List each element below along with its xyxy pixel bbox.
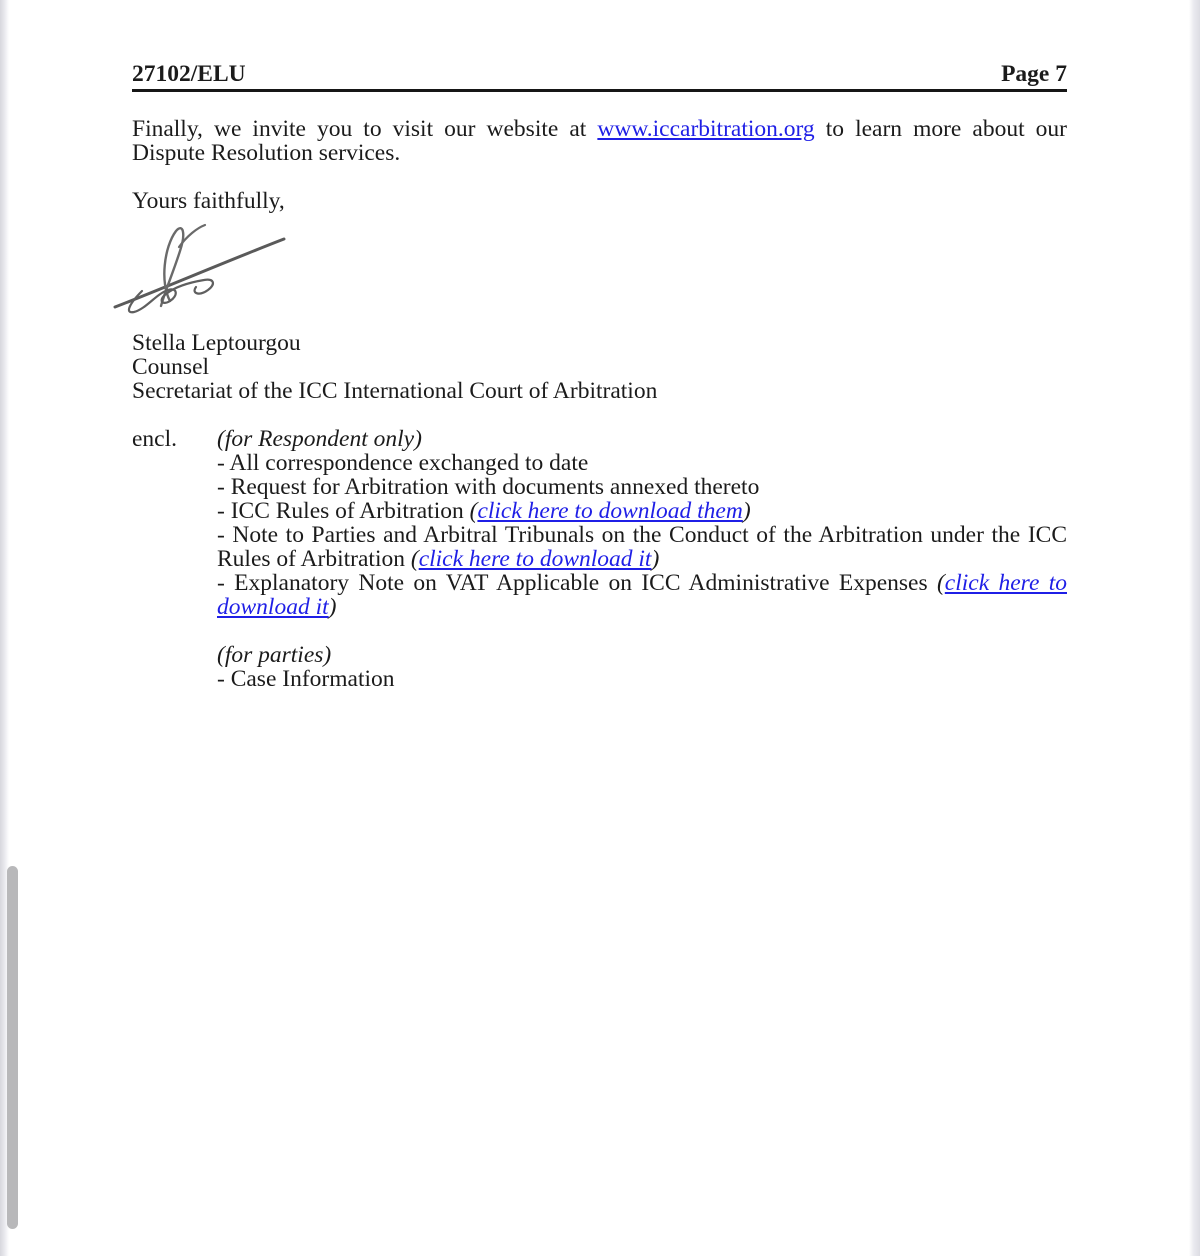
page-number: Page 7 bbox=[1001, 61, 1067, 87]
signature-image bbox=[112, 221, 292, 319]
enclosure-item bbox=[217, 451, 1067, 475]
download-link[interactable]: click here to download it bbox=[418, 546, 652, 572]
enclosure-group-heading: (for Respondent only) bbox=[217, 426, 422, 452]
text-line bbox=[217, 595, 1067, 619]
signatory-title: Counsel bbox=[132, 354, 210, 380]
signatory-name: Stella Leptourgou bbox=[132, 330, 301, 356]
enclosures-list bbox=[217, 427, 1067, 691]
text-run: ( bbox=[469, 498, 478, 524]
enclosure-item bbox=[217, 499, 1067, 523]
text-line bbox=[217, 451, 1067, 475]
enclosure-item bbox=[217, 475, 1067, 499]
enclosure-group bbox=[217, 643, 1067, 691]
website-link[interactable]: www.iccarbitration.org bbox=[597, 116, 815, 142]
enclosures-section bbox=[132, 427, 1067, 691]
text-run: Dispute Resolution services. bbox=[132, 140, 401, 166]
text-line bbox=[217, 475, 1067, 499]
enclosure-group bbox=[217, 427, 1067, 619]
text-run: to learn more about our bbox=[814, 116, 1067, 142]
text-line bbox=[132, 117, 1067, 141]
enclosure-group-heading: (for parties) bbox=[217, 642, 332, 668]
text-line bbox=[217, 523, 1067, 547]
download-link[interactable]: click here to bbox=[944, 570, 1067, 596]
enclosure-item bbox=[217, 523, 1067, 571]
case-reference: 27102/ELU bbox=[132, 61, 246, 87]
download-link[interactable]: click here to download them bbox=[477, 498, 743, 524]
text-run: ( bbox=[936, 570, 945, 596]
page-header bbox=[132, 62, 1067, 92]
text-line bbox=[217, 547, 1067, 571]
text-run: - All correspondence exchanged to date bbox=[217, 450, 589, 476]
text-run: ) bbox=[328, 594, 337, 620]
signature-block bbox=[132, 331, 1067, 403]
letter-content bbox=[132, 0, 1067, 691]
text-run: ) bbox=[742, 498, 751, 524]
text-run: - Case Information bbox=[217, 666, 395, 692]
text-run: - ICC Rules of Arbitration bbox=[217, 498, 470, 524]
signatory-organization: Secretariat of the ICC International Court of Arbitration bbox=[132, 378, 658, 404]
text-line bbox=[217, 571, 1067, 595]
closing-salutation: Yours faithfully, bbox=[132, 188, 285, 214]
scrollbar-thumb[interactable] bbox=[7, 866, 18, 1229]
text-run: ) bbox=[651, 546, 660, 572]
text-run: - Note to Parties and Arbitral Tribunals on the Conduct of the Arbitration under the ICC bbox=[217, 522, 1067, 548]
intro-paragraph bbox=[132, 117, 1067, 165]
text-run: Rules of Arbitration bbox=[217, 546, 411, 572]
text-run: ( bbox=[410, 546, 419, 572]
text-line bbox=[217, 499, 1067, 523]
enclosures-label: encl. bbox=[132, 426, 178, 452]
text-run: - Request for Arbitration with documents annexed thereto bbox=[217, 474, 760, 500]
enclosure-item bbox=[217, 571, 1067, 619]
text-line bbox=[132, 141, 1067, 165]
page-edge-right bbox=[1189, 0, 1200, 1256]
enclosure-item bbox=[217, 667, 1067, 691]
text-run: Finally, we invite you to visit our website at bbox=[132, 116, 598, 142]
download-link[interactable]: download it bbox=[217, 594, 329, 620]
text-line bbox=[217, 667, 1067, 691]
text-run: - Explanatory Note on VAT Applicable on ICC Administrative Expenses bbox=[217, 570, 937, 596]
